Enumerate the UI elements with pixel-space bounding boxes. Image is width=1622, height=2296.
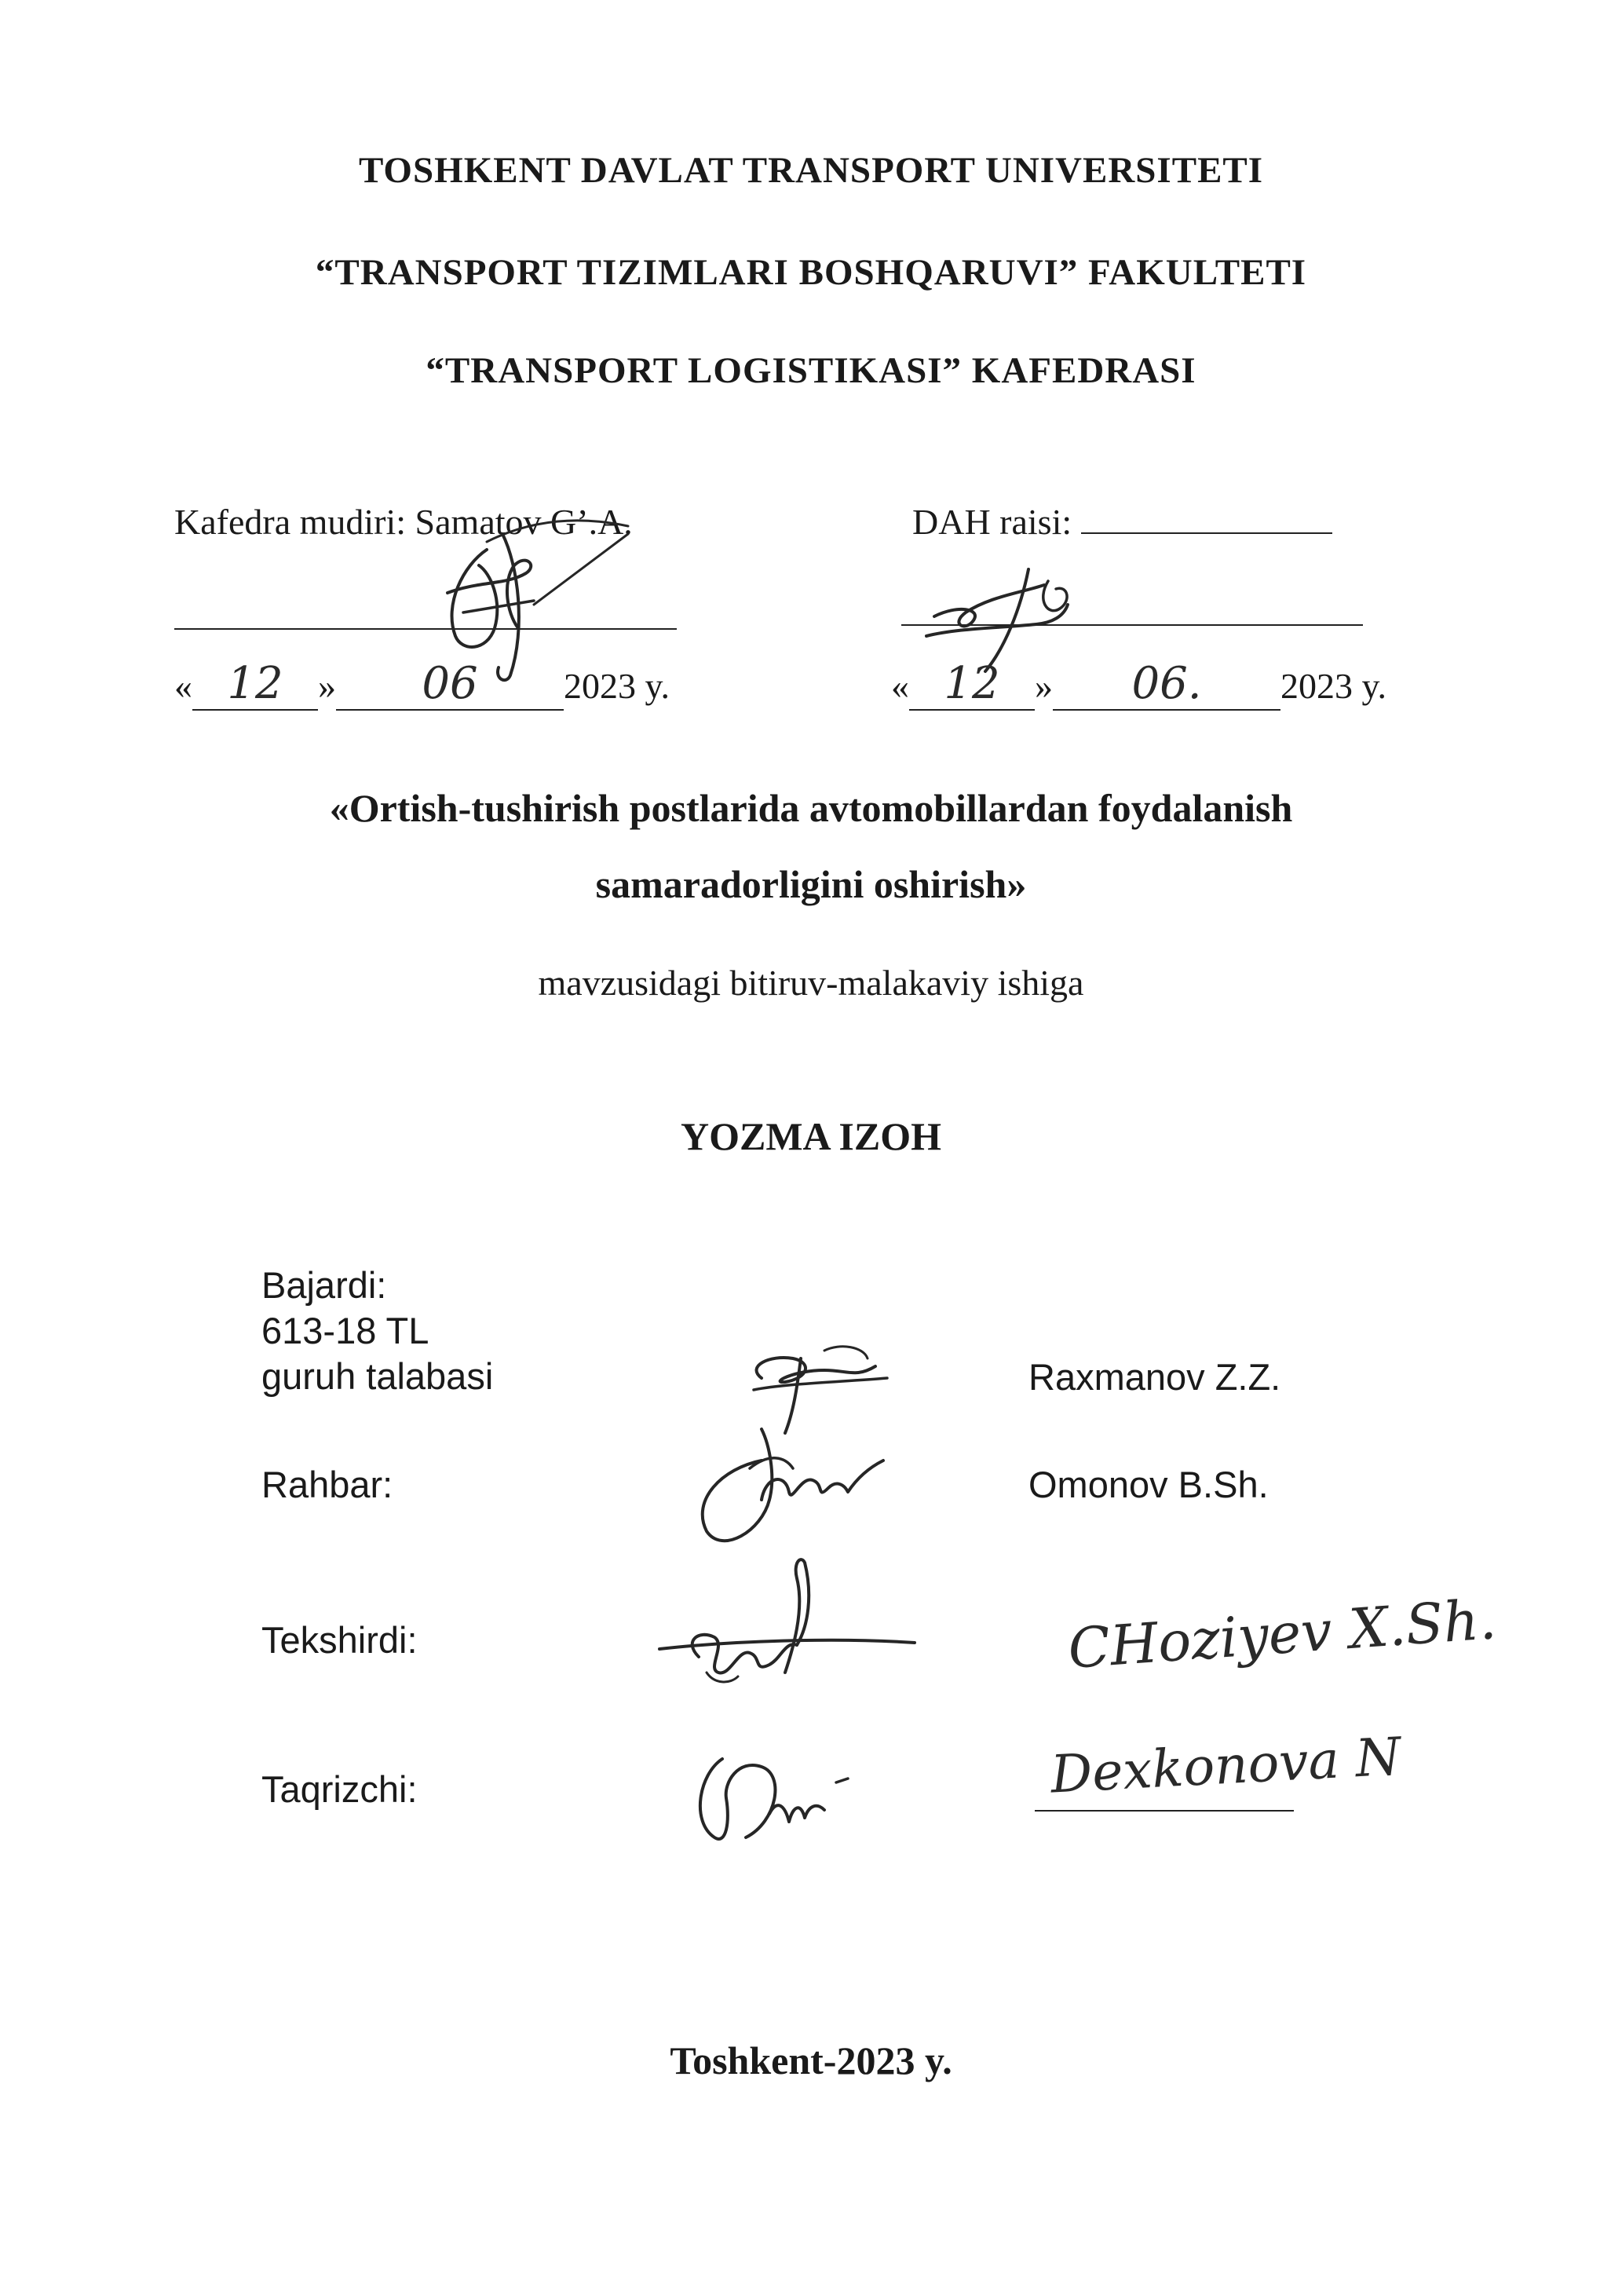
head-of-department-label: Kafedra mudiri: Samatov G’.A. (174, 502, 633, 542)
thesis-title-line-1: «Ortish-tushirish postlarida avtomobillardan foydalanish (329, 786, 1293, 830)
supervisor-signature (675, 1413, 887, 1555)
place-and-year: Toshkent-2023 y. (670, 2038, 952, 2082)
dah-date-month: 06. (1131, 658, 1202, 709)
reviewer-signature (683, 1735, 871, 1853)
head-date-day: 12 (227, 658, 283, 709)
dah-date-day: 12 (944, 658, 1000, 709)
faculty-name: “TRANSPORT TIZIMLARI BOSHQARUVI” FAKULTETI (315, 252, 1307, 293)
thesis-subtitle: mavzusidagi bitiruv-malakaviy ishiga (538, 963, 1084, 1003)
student-label: Bajardi: 613-18 TL guruh talabasi (261, 1264, 494, 1397)
thesis-title-line-2: samaradorligini oshirish» (595, 862, 1027, 906)
checker-label: Tekshirdi: (261, 1619, 418, 1661)
dah-chair-label: DAH raisi: (912, 501, 1332, 543)
head-approval-date: « 12 » 06 2023 y. (174, 658, 670, 709)
department-name: “TRANSPORT LOGISTIKASI” KAFEDRASI (426, 350, 1196, 391)
dah-approval-date: « 12 » 06. 2023 y. (891, 658, 1387, 709)
supervisor-name: Omonov B.Sh. (1028, 1464, 1269, 1505)
reviewer-name: Dexkonova N (1049, 1726, 1403, 1805)
checker-signature (652, 1555, 919, 1704)
checker-name: CHoziyev X.Sh. (1065, 1587, 1499, 1681)
reviewer-label: Taqrizchi: (261, 1768, 418, 1810)
student-name: Raxmanov Z.Z. (1028, 1356, 1281, 1398)
head-date-month: 06 (422, 658, 478, 709)
document-type: YOZMA IZOH (681, 1114, 941, 1158)
university-name: TOSHKENT DAVLAT TRANSPORT UNIVERSITETI (358, 150, 1264, 191)
supervisor-label: Rahbar: (261, 1464, 393, 1505)
reviewer-name-line (1035, 1810, 1294, 1812)
